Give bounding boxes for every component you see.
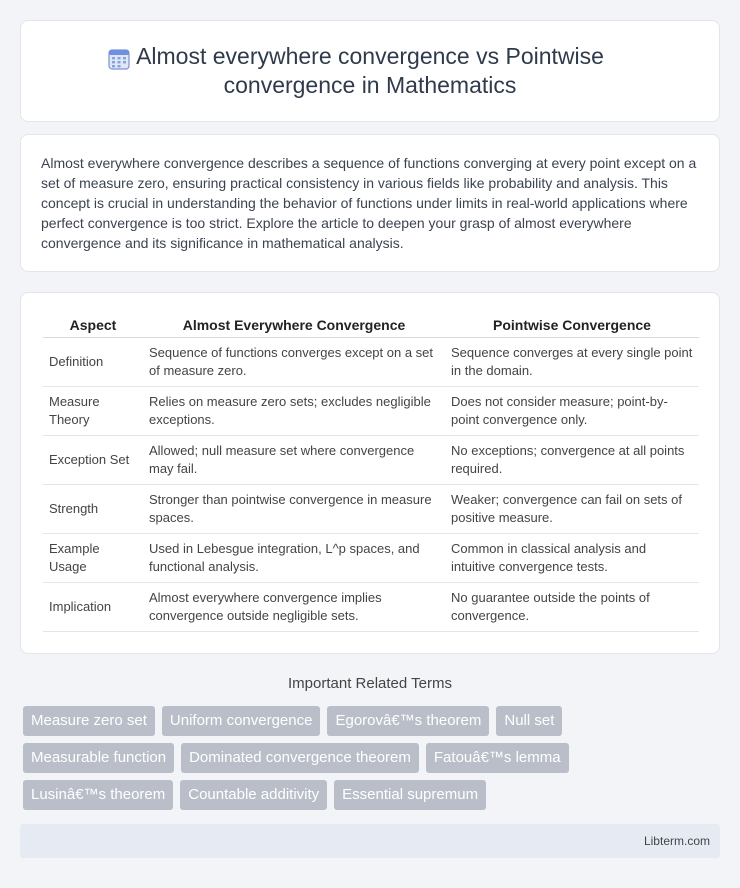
table-cell-pointwise: Weaker; convergence can fail on sets of positive measure. (445, 484, 699, 533)
table-cell-aspect: Strength (43, 484, 143, 533)
term-tag[interactable]: Uniform convergence (162, 706, 321, 736)
table-cell-aspect: Implication (43, 582, 143, 631)
term-tag[interactable]: Lusinâ€™s theorem (23, 780, 173, 810)
header-almost-everywhere: Almost Everywhere Convergence (143, 315, 445, 337)
table-cell-ae: Sequence of functions converges except on a set of measure zero. (143, 337, 445, 386)
table-cell-pointwise: Does not consider measure; point-by-point convergence only. (445, 386, 699, 435)
table-cell-aspect: Example Usage (43, 533, 143, 582)
table-row (43, 484, 699, 533)
term-tag[interactable]: Measure zero set (23, 706, 155, 736)
term-tag[interactable]: Countable additivity (180, 780, 327, 810)
term-tag[interactable]: Essential supremum (334, 780, 486, 810)
comparison-table-card (20, 292, 720, 654)
term-tag[interactable]: Dominated convergence theorem (181, 743, 419, 773)
header-pointwise: Pointwise Convergence (445, 315, 699, 337)
term-tag[interactable]: Egorovâ€™s theorem (327, 706, 489, 736)
footer-site-link[interactable]: Libterm.com (643, 834, 710, 848)
table-cell-ae: Stronger than pointwise convergence in measure spaces. (143, 484, 445, 533)
table-header-row (43, 315, 699, 337)
table-row (43, 582, 699, 631)
intro-card (20, 134, 720, 272)
table-cell-aspect: Exception Set (43, 435, 143, 484)
table-row (43, 435, 699, 484)
table-row (43, 386, 699, 435)
term-tag[interactable]: Measurable function (23, 743, 174, 773)
related-terms-title: Important Related Terms (288, 675, 452, 692)
term-row (23, 706, 723, 736)
header-card (20, 20, 720, 122)
table-cell-ae: Relies on measure zero sets; excludes negligible exceptions. (143, 386, 445, 435)
table-cell-pointwise: No exceptions; convergence at all points required. (445, 435, 699, 484)
table-cell-ae: Almost everywhere convergence implies convergence outside negligible sets. (143, 582, 445, 631)
header-aspect: Aspect (43, 315, 143, 337)
table-cell-ae: Allowed; null measure set where convergence may fail. (143, 435, 445, 484)
table-cell-aspect: Measure Theory (43, 386, 143, 435)
term-row (23, 743, 723, 773)
table-row (43, 337, 699, 386)
comparison-table (43, 315, 699, 632)
intro-text: Almost everywhere convergence describes a sequence of functions converging at every point except on a set of measure zero, ensuring practical consistency in various fields like probability and analysis. This concept is crucial in understanding the behavior of functions under limits in real-world applications where perfect convergence is too strict. Explore the article to deepen your grasp of almost everywhere convergence and its significance in mathematical analysis. (41, 155, 697, 251)
table-cell-pointwise: Common in classical analysis and intuitive convergence tests. (445, 533, 699, 582)
term-tag[interactable]: Fatouâ€™s lemma (426, 743, 569, 773)
table-cell-pointwise: Sequence converges at every single point in the domain. (445, 337, 699, 386)
term-tag[interactable]: Null set (496, 706, 562, 736)
table-cell-pointwise: No guarantee outside the points of convergence. (445, 582, 699, 631)
table-row (43, 533, 699, 582)
table-cell-ae: Used in Lebesgue integration, L^p spaces, and functional analysis. (143, 533, 445, 582)
footer (20, 824, 720, 858)
term-row (23, 780, 723, 810)
related-terms (23, 706, 723, 817)
table-cell-aspect: Definition (43, 337, 143, 386)
page-title: Almost everywhere convergence vs Pointwise convergence in Mathematics (136, 43, 604, 98)
